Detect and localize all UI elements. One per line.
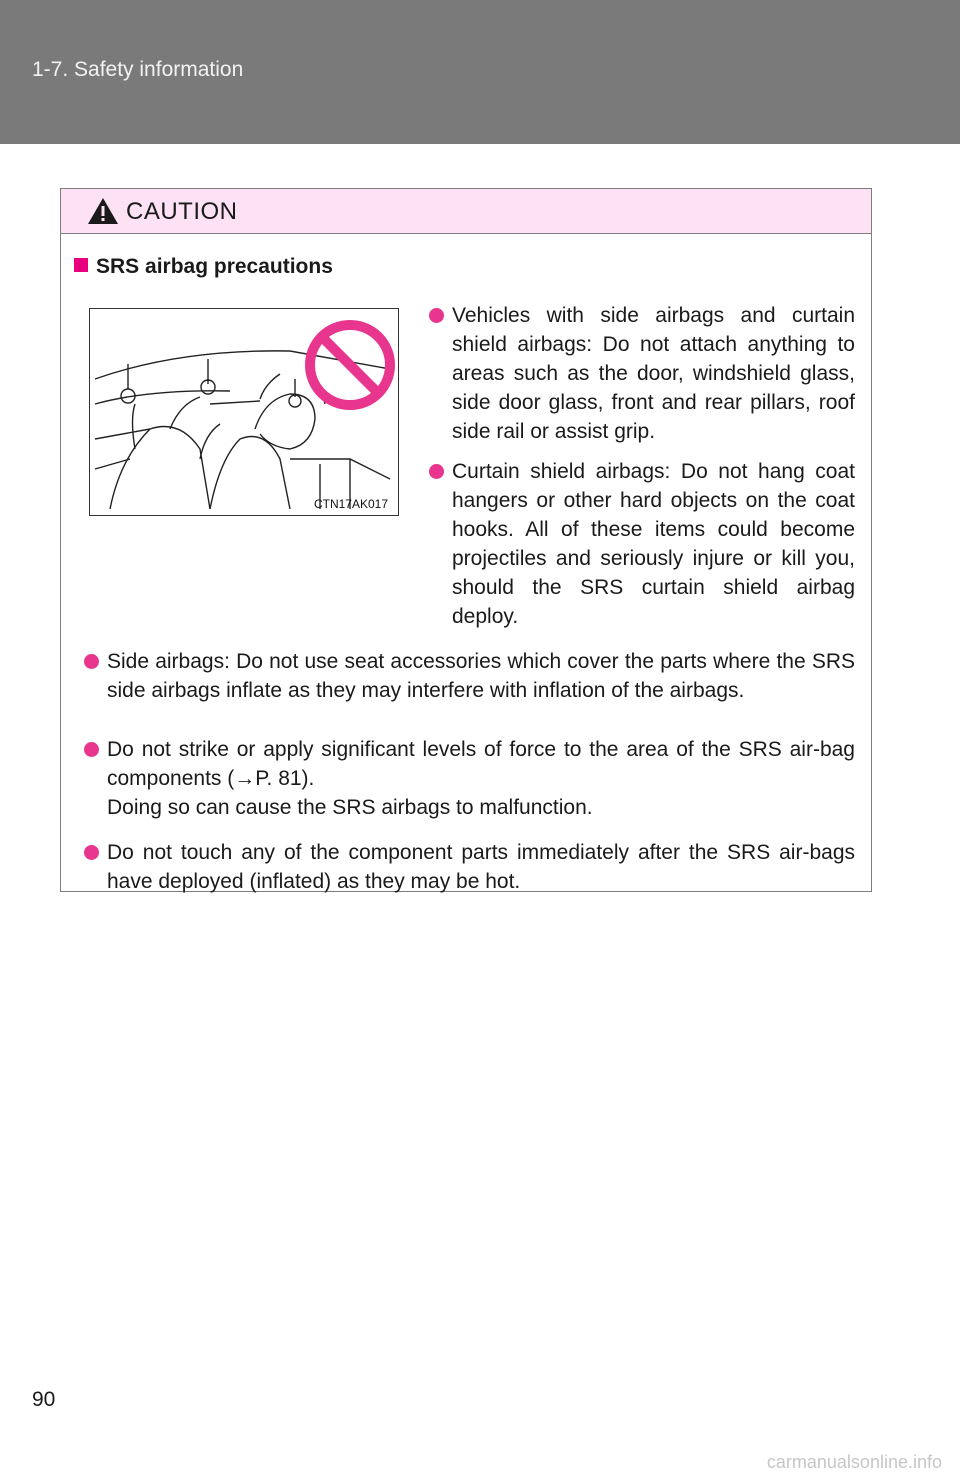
bullet-hot-components — [84, 838, 855, 896]
bullet-text-continued: Doing so can cause the SRS airbags to malfunction. — [107, 796, 593, 819]
page-number: 90 — [32, 1388, 56, 1411]
precautions-heading-text: SRS airbag precautions — [96, 255, 333, 278]
precautions-heading — [74, 255, 333, 279]
watermark: carmanualsonline.info — [766, 1452, 942, 1472]
warning-triangle-icon — [86, 196, 120, 226]
page-header — [0, 0, 960, 144]
figure-code: CTN17AK017 — [313, 497, 388, 511]
caution-title: CAUTION — [126, 198, 238, 225]
square-bullet-icon — [74, 258, 88, 272]
bullet-side-curtain-airbags — [429, 301, 855, 446]
bullet-seat-accessories — [84, 647, 855, 705]
bullet-dot-icon — [84, 742, 99, 757]
bullet-text: Side airbags: Do not use seat accessories which cover the parts where the SRS side airbags inflate as they may interfere with inflation of the airbags. — [107, 650, 855, 702]
airbag-illustration — [89, 308, 399, 516]
caution-header — [61, 189, 871, 234]
bullet-text: Curtain shield airbags: Do not hang coat hangers or other hard objects on the coat hooks. All of these items could become projectiles and seriously injure or kill you, should the SRS curtain shield airbag deploy. — [452, 460, 855, 628]
bullet-text: Vehicles with side airbags and curtain shield airbags: Do not attach anything to areas such as the door, windshield glass, side door glass, front and rear pillars, roof side rail or assist grip. — [452, 304, 855, 443]
bullet-dot-icon — [84, 654, 99, 669]
bullet-dot-icon — [84, 845, 99, 860]
caution-box — [60, 188, 872, 892]
bullet-dot-icon — [429, 308, 444, 323]
car-interior-drawing — [90, 309, 399, 516]
section-title: 1-7. Safety information — [32, 58, 244, 81]
bullet-text: Do not strike or apply significant levels of force to the area of the SRS air-bag components (→P. 81). — [107, 738, 855, 790]
bullet-coat-hooks — [429, 457, 855, 631]
bullet-do-not-strike — [84, 735, 855, 822]
bullet-dot-icon — [429, 464, 444, 479]
bullet-text: Do not touch any of the component parts immediately after the SRS air-bags have deployed (inflated) as they may be hot. — [107, 841, 855, 893]
